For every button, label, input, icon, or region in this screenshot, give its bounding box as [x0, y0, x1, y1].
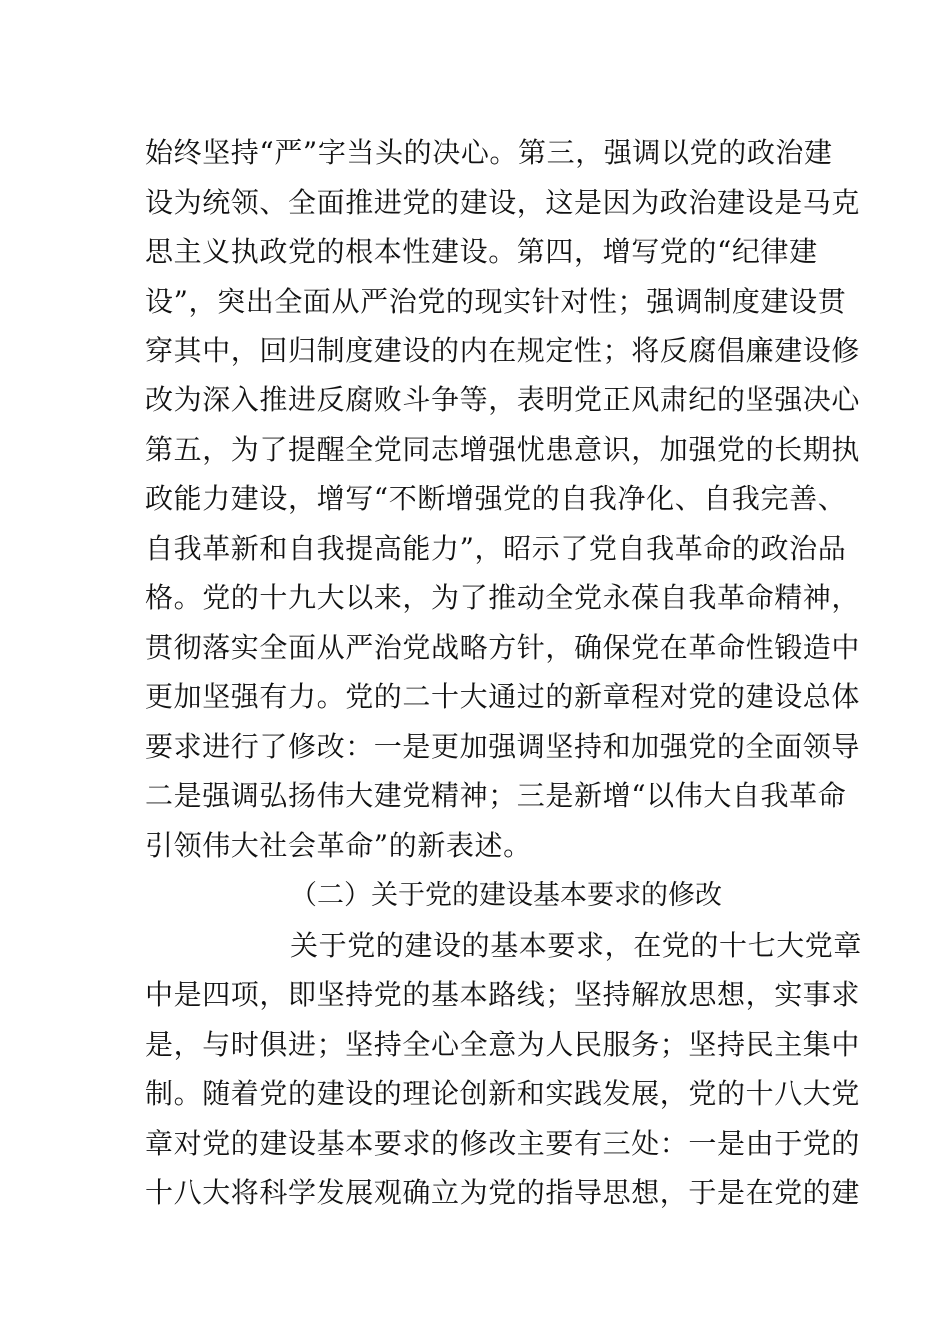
paragraph-line: 更加坚强有力。党的二十大通过的新章程对党的建设总体 — [145, 680, 861, 713]
paragraph-line: 自我革新和自我提高能力”，昭示了党自我革命的政治品 — [145, 532, 847, 565]
paragraph-line: 设为统领、全面推进党的建设，这是因为政治建设是马克 — [145, 186, 861, 219]
paragraph-line: 政能力建设，增写“不断增强党的自我净化、自我完善、 — [145, 482, 847, 515]
paragraph-line: 章对党的建设基本要求的修改主要有三处：一是由于党的 — [145, 1127, 861, 1160]
section-heading: （二）关于党的建设基本要求的修改 — [290, 880, 722, 911]
paragraph-line: 是，与时俱进；坚持全心全意为人民服务；坚持民主集中 — [145, 1028, 861, 1061]
paragraph-line: 关于党的建设的基本要求，在党的十七大党章 — [290, 929, 863, 962]
paragraph-line: 格。党的十九大以来，为了推动全党永葆自我革命精神， — [145, 581, 861, 614]
paragraph-line: 制。随着党的建设的理论创新和实践发展，党的十八大党 — [145, 1077, 861, 1110]
paragraph-line: 第五，为了提醒全党同志增强忧患意识，加强党的长期执 — [145, 433, 861, 466]
paragraph-line: 穿其中，回归制度建设的内在规定性；将反腐倡廉建设修 — [145, 334, 861, 367]
paragraph-line: 二是强调弘扬伟大建党精神；三是新增“以伟大自我革命 — [145, 779, 847, 812]
paragraph-line: 贯彻落实全面从严治党战略方针，确保党在革命性锻造中 — [145, 631, 861, 664]
paragraph-line: 引领伟大社会革命”的新表述。 — [145, 829, 532, 862]
paragraph-line: 要求进行了修改：一是更加强调坚持和加强党的全面领导 — [145, 730, 861, 763]
paragraph-line: 十八大将科学发展观确立为党的指导思想，于是在党的建 — [145, 1176, 861, 1209]
paragraph-line: 始终坚持“严”字当头的决心。第三，强调以党的政治建 — [145, 136, 833, 169]
paragraph-line: 中是四项，即坚持党的基本路线；坚持解放思想，实事求 — [145, 978, 861, 1011]
paragraph-line: 设”，突出全面从严治党的现实针对性；强调制度建设贯 — [145, 285, 847, 318]
paragraph-line: 改为深入推进反腐败斗争等，表明党正风肃纪的坚强决心 — [145, 383, 861, 416]
paragraph-line: 思主义执政党的根本性建设。第四，增写党的“纪律建 — [145, 235, 818, 268]
